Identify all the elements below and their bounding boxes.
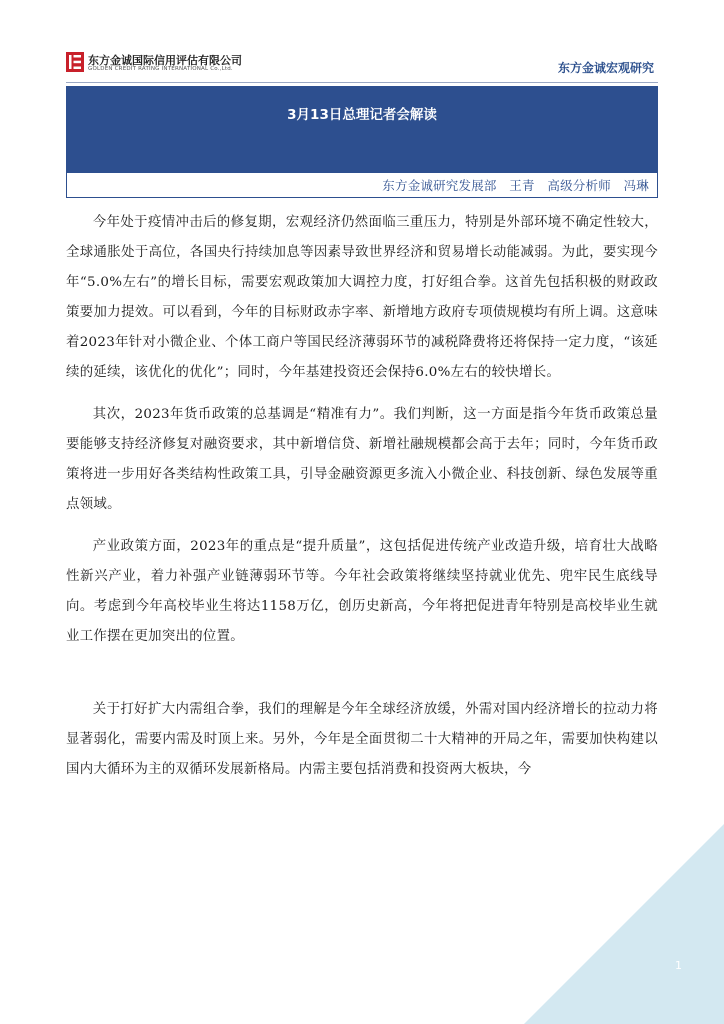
report-authors: 东方金诚研究发展部 王青 高级分析师 冯琳	[382, 178, 649, 193]
page-number: 1	[675, 959, 682, 972]
page-header	[66, 50, 658, 80]
report-body	[66, 208, 658, 785]
body-paragraph-3: 产业政策方面，2023年的重点是“提升质量”，这包括促进传统产业改造升级，培育壮大战略性新兴产业，着力补强产业链薄弱环节等。今年社会政策将继续坚持就业优先、兜牢民生底线导向。考虑到今年高校毕业生将达1158万亿，创历史新高，今年将把促进青年特别是高校毕业生就业工作摆在更加突出的位置。	[66, 539, 658, 644]
golden-credit-logo-icon	[66, 52, 84, 72]
body-paragraph-2: 其次，2023年货币政策的总基调是“精准有力”。我们判断，这一方面是指今年货币政策总量要能够支持经济修复对融资要求，其中新增信贷、新增社融规模都会高于去年；同时，今年货币政策将进一步用好各类结构性政策工具，引导金融资源更多流入小微企业、科技创新、绿色发展等重点领域。	[66, 407, 658, 512]
corner-decoration	[524, 824, 724, 1024]
header-divider	[66, 82, 658, 83]
report-title-band	[66, 86, 658, 172]
report-title: 3月13日总理记者会解读	[287, 107, 437, 123]
author-bar	[66, 172, 658, 198]
company-name-english: GOLDEN CREDIT RATING INTERNATIONAL Co.,Ltd.	[88, 66, 233, 72]
company-name: 东方金诚国际信用评估有限公司	[88, 54, 242, 67]
body-paragraph-4: 关于打好扩大内需组合拳，我们的理解是今年全球经济放缓，外需对国内经济增长的拉动力将显著弱化，需要内需及时顶上来。另外，今年是全面贯彻二十大精神的开局之年，需要加快构建以国内大循环为主的双循环发展新格局。内需主要包括消费和投资两大板块，今	[66, 702, 658, 777]
body-paragraph-1: 今年处于疫情冲击后的修复期，宏观经济仍然面临三重压力，特别是外部环境不确定性较大，全球通胀处于高位，各国央行持续加息等因素导致世界经济和贸易增长动能减弱。为此，要实现今年“5.0%左右”的增长目标，需要宏观政策加大调控力度，打好组合拳。这首先包括积极的财政政策要加力提效。可以看到，今年的目标财政赤字率、新增地方政府专项债规模均有所上调。这意味着2023年针对小微企业、个体工商户等国民经济薄弱环节的减税降费将还将保持一定力度，“该延续的延续，该优化的优化”；同时，今年基建投资还会保持6.0%左右的较快增长。	[66, 215, 658, 380]
series-title: 东方金诚宏观研究	[557, 61, 654, 75]
